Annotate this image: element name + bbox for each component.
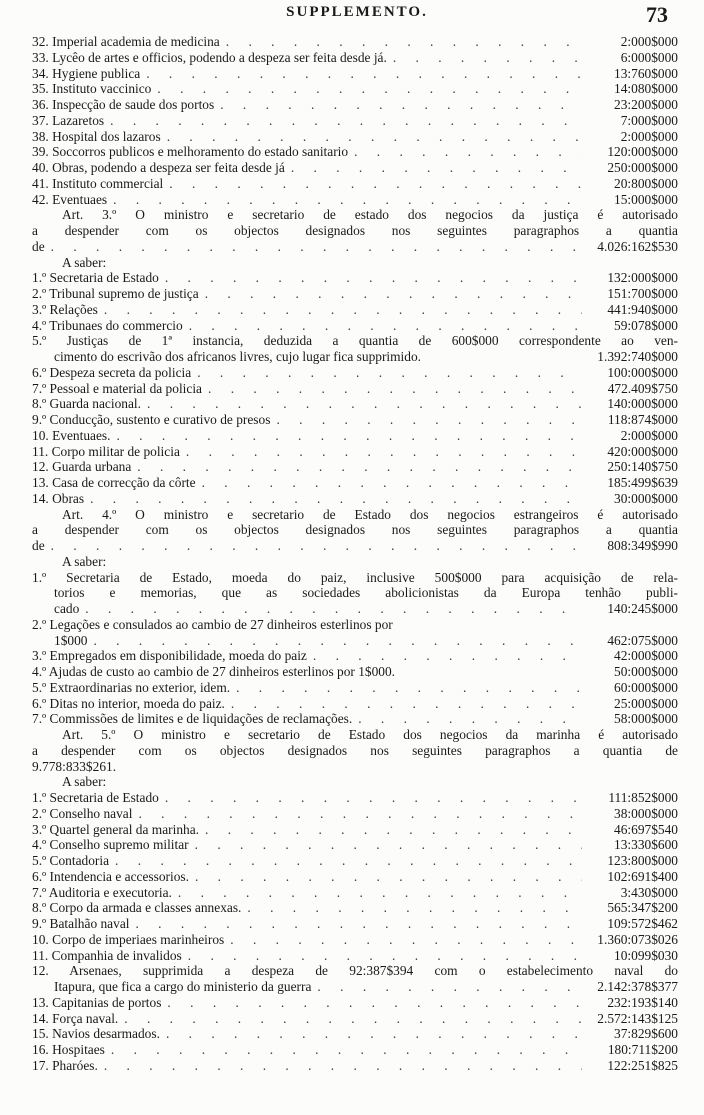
- dot-leader: [191, 365, 582, 381]
- dot-leader: [129, 916, 582, 932]
- dot-leader: [84, 491, 582, 507]
- line-amount: 441:940$000: [607, 301, 678, 317]
- line-amount: 37:829$600: [614, 1026, 678, 1042]
- line-amount: 1.392:740$000: [597, 349, 678, 364]
- budget-line-item: [32, 349, 678, 365]
- budget-line-item: [32, 34, 678, 50]
- line-amount: 140:000$000: [607, 396, 678, 412]
- line-label: 13. Casa de correcção da côrte: [32, 475, 196, 490]
- line-amount: 4.026:162$530: [597, 238, 678, 254]
- line-label: cimento do escrivão dos africanos livres, cujo lugar fica supprimido.: [54, 349, 422, 364]
- line-label: cado: [54, 601, 80, 616]
- budget-line-item: [32, 932, 678, 948]
- line-amount: 15:000$000: [614, 191, 678, 207]
- line-label: 2.º Conselho naval: [32, 805, 133, 821]
- line-amount: 472.409$750: [607, 380, 678, 396]
- line-label: 6.º Ditas no interior, moeda do paiz.: [32, 695, 225, 711]
- line-label: 5.º Justiças de 1ª instancia, deduzida a quantia de 600$000 correspondente ao ven-: [32, 333, 678, 349]
- text-line: [32, 522, 678, 538]
- text-line: [32, 207, 678, 223]
- budget-text-body: [32, 34, 678, 1074]
- line-amount: 420:000$000: [607, 443, 678, 459]
- budget-line-item: [32, 270, 678, 286]
- budget-line-item: [32, 995, 678, 1011]
- line-amount: 250:140$750: [607, 459, 678, 475]
- line-label: 4.º Conselho supremo militar: [32, 837, 189, 853]
- line-label: 5.º Extraordinarias no exterior, idem.: [32, 679, 231, 695]
- budget-line-item: [32, 916, 678, 932]
- dot-leader: [180, 444, 582, 460]
- line-label: 7.º Auditoria e executoria.: [32, 884, 172, 900]
- text-line: [32, 963, 678, 979]
- line-label: 17. Pharóes.: [32, 1057, 98, 1073]
- dot-leader: [161, 129, 582, 145]
- line-label: 37. Lazaretos: [32, 112, 105, 128]
- budget-line-item: [32, 365, 678, 381]
- line-label: 5.º Contadoria: [32, 853, 110, 868]
- line-amount: 102:691$400: [607, 868, 678, 884]
- line-label: 14. Obras: [32, 490, 85, 506]
- line-label: 3.º Quartel general da marinha.: [32, 821, 199, 837]
- budget-line-item: [32, 664, 678, 680]
- dot-leader: [241, 900, 582, 916]
- budget-line-item: [32, 97, 678, 113]
- budget-line-item: [32, 979, 678, 995]
- line-label: 1.º Secretaria de Estado: [32, 790, 159, 805]
- line-amount: 46:697$540: [614, 821, 678, 837]
- line-amount: 14:080$000: [614, 81, 678, 97]
- line-amount: 2:000$000: [620, 34, 678, 49]
- line-amount: 50:000$000: [614, 664, 678, 679]
- page-number: 73: [646, 2, 668, 27]
- budget-line-item: [32, 538, 678, 554]
- line-label: 10. Corpo de imperiaes marinheiros: [32, 931, 225, 947]
- budget-line-item: [32, 1011, 678, 1027]
- line-label: A saber:: [62, 254, 107, 270]
- line-amount: 1.360:073$026: [597, 931, 678, 947]
- dot-leader: [132, 806, 582, 822]
- line-amount: 3:430$000: [620, 884, 678, 900]
- line-amount: 118:874$000: [607, 412, 678, 427]
- budget-line-item: [32, 113, 678, 129]
- text-line: [32, 333, 678, 349]
- dot-leader: [159, 790, 582, 806]
- line-label: 36. Inspecção de saude dos portos: [32, 97, 215, 112]
- text-line: [32, 743, 678, 759]
- line-amount: 58:000$000: [614, 711, 678, 727]
- budget-line-item: [32, 1026, 678, 1042]
- line-amount: 2.572:143$125: [597, 1010, 678, 1026]
- line-amount: 100:000$000: [607, 364, 678, 380]
- line-label: 2.º Legações e consulados ao cambio de 27 dinheiros esterlinos por: [32, 616, 393, 632]
- line-label: A saber:: [62, 553, 107, 569]
- text-line: [32, 585, 678, 601]
- line-label: a despender com os objectos designados nos seguintes paragraphos a quantia: [32, 522, 678, 538]
- line-label: 9.º Conducção, sustento e curativo de presos: [32, 412, 271, 427]
- dot-leader: [109, 853, 582, 869]
- budget-line-item: [32, 696, 678, 712]
- line-label: 33. Lycêo de artes e officios, podendo a despeza ser feita desde já.: [32, 49, 387, 65]
- line-label: 41. Instituto commercial: [32, 175, 164, 191]
- text-line: [32, 223, 678, 239]
- dot-leader: [199, 822, 582, 838]
- budget-line-item: [32, 144, 678, 160]
- budget-line-item: [32, 806, 678, 822]
- line-amount: 30:000$000: [614, 490, 678, 506]
- line-amount: 132:000$000: [607, 270, 678, 286]
- line-label: 10. Eventuaes.: [32, 427, 111, 443]
- line-label: 13. Capitanias de portos: [32, 994, 162, 1010]
- dot-leader: [387, 50, 582, 66]
- line-amount: 565:347$200: [607, 900, 678, 916]
- line-label: a despender com os objectos designados nos seguintes paragraphos a quantia: [32, 223, 678, 238]
- budget-line-item: [32, 1042, 678, 1058]
- line-label: 7.º Pessoal e material da policia: [32, 380, 202, 396]
- line-amount: 123:800$000: [607, 853, 678, 868]
- line-amount: 462:075$000: [607, 632, 678, 648]
- budget-line-item: [32, 853, 678, 869]
- dot-leader: [161, 995, 582, 1011]
- line-amount: 109:572$462: [607, 916, 678, 931]
- line-label: Art. 3.º O ministro e secretario de estado dos negocios da justiça é autorisado: [62, 207, 678, 223]
- line-amount: 808:349$990: [607, 538, 678, 553]
- budget-line-item: [32, 286, 678, 302]
- dot-leader: [45, 538, 582, 554]
- line-label: 35. Instituto vaccinico: [32, 81, 152, 97]
- line-label: Art. 4.º O ministro e secretario de Estado dos negocios estrangeiros é autorisado: [62, 506, 678, 522]
- dot-leader: [98, 1058, 582, 1074]
- budget-line-item: [32, 66, 678, 82]
- line-amount: 140:245$000: [607, 601, 678, 616]
- line-amount: 2.142:378$377: [597, 979, 678, 994]
- text-line: [32, 759, 678, 775]
- line-amount: 180:711$200: [607, 1042, 678, 1057]
- running-header-title: SUPPLEMENTO.: [286, 4, 428, 20]
- text-line: [32, 774, 678, 790]
- budget-line-item: [32, 428, 678, 444]
- budget-line-item: [32, 648, 678, 664]
- line-label: 12. Arsenaes, supprimida a despeza de 92:387$394 com o estabelecimento naval do: [32, 963, 678, 979]
- line-amount: 185:499$639: [607, 475, 678, 490]
- dot-leader: [189, 869, 582, 885]
- dot-leader: [307, 648, 582, 664]
- line-label: Art. 5.º O ministro e secretario de Estado dos negocios da marinha é autorisado: [62, 727, 678, 742]
- dot-leader: [352, 711, 582, 727]
- line-amount: 42:000$000: [614, 648, 678, 664]
- budget-line-item: [32, 318, 678, 334]
- budget-line-item: [32, 192, 678, 208]
- line-label: a despender com os objectos designados nos seguintes paragraphos a quantia de: [32, 742, 678, 758]
- dot-leader: [141, 396, 582, 412]
- dot-leader: [183, 318, 582, 334]
- line-label: 6.º Despeza secreta da policia: [32, 364, 192, 380]
- text-line: [32, 617, 678, 633]
- line-label: 14. Força naval.: [32, 1010, 119, 1026]
- line-label: 1.º Secretaria de Estado, moeda do paiz, inclusive 500$000 para acquisição de rela-: [32, 569, 678, 585]
- line-label: 40. Obras, podendo a despeza ser feita desde já: [32, 160, 285, 175]
- line-label: 6.º Intendencia e accessorios.: [32, 868, 189, 884]
- budget-line-item: [32, 1058, 678, 1074]
- line-amount: 2:000$000: [620, 128, 678, 144]
- budget-line-item: [32, 239, 678, 255]
- line-label: 11. Companhia de invalidos: [32, 947, 182, 963]
- line-label: Itapura, que fica a cargo do ministerio da guerra: [54, 979, 312, 994]
- text-line: [32, 570, 678, 586]
- dot-leader: [163, 176, 582, 192]
- line-label: 4.º Tribunaes do commercio: [32, 317, 183, 333]
- budget-line-item: [32, 459, 678, 475]
- dot-leader: [118, 1011, 582, 1027]
- budget-line-item: [32, 601, 678, 617]
- line-label: 1$000: [54, 632, 88, 648]
- budget-line-item: [32, 948, 678, 964]
- dot-leader: [104, 113, 582, 129]
- budget-line-item: [32, 869, 678, 885]
- dot-leader: [202, 381, 582, 397]
- line-label: de: [32, 238, 45, 254]
- dot-leader: [189, 837, 582, 853]
- line-label: 3.º Relações: [32, 301, 98, 317]
- dot-leader: [182, 948, 582, 964]
- line-amount: 122:251$825: [607, 1057, 678, 1073]
- line-amount: 6:000$000: [620, 49, 678, 65]
- text-line: [32, 554, 678, 570]
- dot-leader: [270, 412, 582, 428]
- line-label: 2.º Tribunal supremo de justiça: [32, 286, 199, 301]
- dot-leader: [199, 286, 582, 302]
- line-label: 42. Eventuaes: [32, 191, 108, 207]
- line-label: de: [32, 538, 45, 553]
- line-label: 39. Soccorros publicos e melhoramento do estado sanitario: [32, 144, 349, 160]
- budget-line-item: [32, 302, 678, 318]
- line-label: torios e memorias, que as sociedades abolicionistas da Europa tenhão publi-: [54, 585, 678, 601]
- budget-line-item: [32, 475, 678, 491]
- line-label: 4.º Ajudas de custo ao cambio de 27 dinheiros esterlinos por 1$000.: [32, 664, 396, 679]
- text-line: [32, 255, 678, 271]
- line-amount: 10:099$030: [614, 947, 678, 963]
- line-label: 8.º Corpo da armada e classes annexas.: [32, 900, 242, 916]
- line-label: 12. Guarda urbana: [32, 459, 132, 475]
- dot-leader: [285, 160, 582, 176]
- line-label: 9.778:833$261.: [32, 758, 117, 774]
- dot-leader: [214, 97, 582, 113]
- dot-leader: [160, 1026, 582, 1042]
- dot-leader: [110, 428, 582, 444]
- budget-line-item: [32, 790, 678, 806]
- text-line: [32, 507, 678, 523]
- dot-leader: [348, 144, 582, 160]
- budget-line-item: [32, 129, 678, 145]
- line-label: 38. Hospital dos lazaros: [32, 128, 161, 144]
- line-label: 7.º Commissões de limites e de liquidações de reclamações.: [32, 711, 353, 727]
- line-amount: 120:000$000: [607, 144, 678, 160]
- budget-line-item: [32, 822, 678, 838]
- budget-line-item: [32, 81, 678, 97]
- dot-leader: [107, 192, 582, 208]
- dot-leader: [220, 34, 582, 50]
- line-amount: 25:000$000: [614, 695, 678, 711]
- line-amount: 151:700$000: [607, 286, 678, 301]
- budget-line-item: [32, 680, 678, 696]
- line-amount: 2:000$000: [620, 427, 678, 443]
- line-amount: 59:078$000: [614, 317, 678, 333]
- line-label: 9.º Batalhão naval: [32, 916, 130, 931]
- line-label: 16. Hospitaes: [32, 1042, 105, 1057]
- text-line: [32, 727, 678, 743]
- dot-leader: [159, 270, 582, 286]
- dot-leader: [230, 680, 582, 696]
- line-label: 1.º Secretaria de Estado: [32, 270, 159, 286]
- line-label: 8.º Guarda nacional.: [32, 396, 142, 412]
- line-label: 32. Imperial academia de medicina: [32, 34, 220, 49]
- dot-leader: [225, 696, 582, 712]
- budget-line-item: [32, 50, 678, 66]
- line-amount: 250:000$000: [607, 160, 678, 175]
- line-amount: 7:000$000: [620, 112, 678, 128]
- line-label: A saber:: [62, 774, 107, 790]
- budget-line-item: [32, 396, 678, 412]
- line-amount: 13:760$000: [614, 65, 678, 81]
- dot-leader: [172, 885, 582, 901]
- dot-leader: [45, 239, 582, 255]
- line-label: 3.º Empregados em disponibilidade, moeda do paiz: [32, 648, 307, 664]
- dot-leader: [98, 302, 582, 318]
- budget-line-item: [32, 633, 678, 649]
- dot-leader: [151, 81, 582, 97]
- dot-leader: [224, 932, 582, 948]
- dot-leader: [131, 459, 582, 475]
- budget-line-item: [32, 160, 678, 176]
- dot-leader: [311, 979, 582, 995]
- dot-leader: [196, 475, 582, 491]
- budget-line-item: [32, 885, 678, 901]
- budget-line-item: [32, 491, 678, 507]
- line-amount: 23:200$000: [614, 97, 678, 112]
- budget-line-item: [32, 176, 678, 192]
- dot-leader: [140, 66, 582, 82]
- line-label: 11. Corpo militar de policia: [32, 443, 180, 459]
- budget-line-item: [32, 900, 678, 916]
- dot-leader: [105, 1042, 582, 1058]
- budget-line-item: [32, 837, 678, 853]
- line-amount: 13:330$600: [614, 837, 678, 853]
- dot-leader: [79, 601, 582, 617]
- budget-line-item: [32, 711, 678, 727]
- line-label: 15. Navios desarmados.: [32, 1026, 160, 1042]
- line-amount: 60:000$000: [614, 679, 678, 695]
- dot-leader: [87, 633, 582, 649]
- budget-line-item: [32, 444, 678, 460]
- budget-line-item: [32, 381, 678, 397]
- line-amount: 38:000$000: [614, 805, 678, 821]
- line-label: 34. Hygiene publica: [32, 65, 141, 81]
- budget-line-item: [32, 412, 678, 428]
- line-amount: 20:800$000: [614, 175, 678, 191]
- line-amount: 232:193$140: [607, 994, 678, 1010]
- line-amount: 111:852$000: [608, 790, 678, 805]
